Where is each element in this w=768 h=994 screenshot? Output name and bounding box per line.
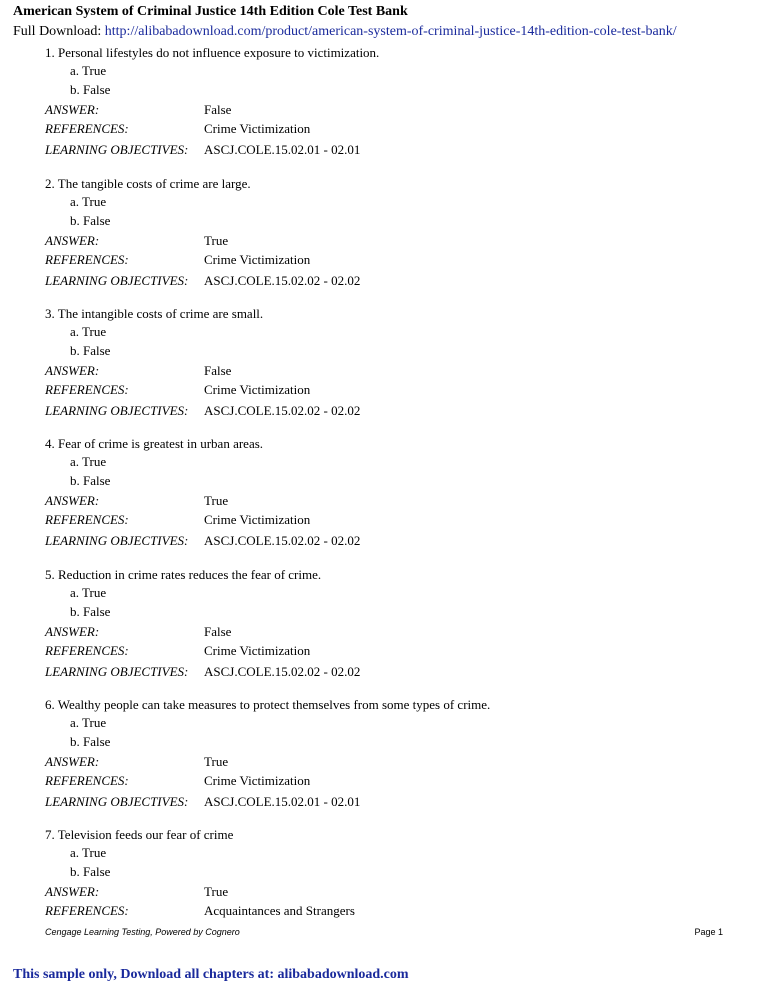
option-a: a. True [70, 454, 107, 469]
option-b: b. False [70, 213, 111, 228]
document-title: American System of Criminal Justice 14th Edition Cole Test Bank [13, 4, 408, 19]
question-text: 2. The tangible costs of crime are large. [45, 176, 251, 191]
objectives-label: LEARNING OBJECTIVES: [45, 142, 189, 157]
page-number: Page 1 [694, 927, 723, 937]
references-label: REFERENCES: [45, 382, 129, 397]
option-a: a. True [70, 845, 107, 860]
references-label: REFERENCES: [45, 773, 129, 788]
answer-label: ANSWER: [45, 624, 100, 639]
references-value: Crime Victimization [204, 121, 311, 136]
footer-credit: Cengage Learning Testing, Powered by Cognero [45, 927, 240, 937]
option-a: a. True [70, 715, 107, 730]
references-value: Acquaintances and Strangers [204, 903, 355, 918]
objectives-value: ASCJ.COLE.15.02.02 - 02.02 [204, 273, 361, 288]
answer-value: False [204, 624, 232, 639]
objectives-value: ASCJ.COLE.15.02.01 - 02.01 [204, 794, 361, 809]
sample-download-banner[interactable]: This sample only, Download all chapters at: alibabadownload.com [13, 967, 409, 982]
full-download-link[interactable]: http://alibabadownload.com/product/american-system-of-criminal-justice-14th-edition-cole-test-bank/ [104, 24, 677, 39]
option-b: b. False [70, 864, 111, 879]
option-b: b. False [70, 473, 111, 488]
objectives-label: LEARNING OBJECTIVES: [45, 533, 189, 548]
objectives-value: ASCJ.COLE.15.02.01 - 02.01 [204, 142, 361, 157]
references-value: Crime Victimization [204, 773, 311, 788]
references-value: Crime Victimization [204, 252, 311, 267]
objectives-value: ASCJ.COLE.15.02.02 - 02.02 [204, 533, 361, 548]
answer-label: ANSWER: [45, 493, 100, 508]
option-a: a. True [70, 194, 107, 209]
answer-label: ANSWER: [45, 363, 100, 378]
references-label: REFERENCES: [45, 643, 129, 658]
references-label: REFERENCES: [45, 512, 129, 527]
option-a: a. True [70, 324, 107, 339]
question-text: 4. Fear of crime is greatest in urban areas. [45, 436, 264, 451]
answer-label: ANSWER: [45, 754, 100, 769]
references-value: Crime Victimization [204, 643, 311, 658]
objectives-value: ASCJ.COLE.15.02.02 - 02.02 [204, 664, 361, 679]
references-label: REFERENCES: [45, 252, 129, 267]
answer-value: False [204, 102, 232, 117]
objectives-label: LEARNING OBJECTIVES: [45, 403, 189, 418]
answer-value: True [204, 884, 229, 899]
answer-label: ANSWER: [45, 233, 100, 248]
full-download-label: Full Download: [13, 24, 102, 39]
option-a: a. True [70, 585, 107, 600]
answer-value: True [204, 754, 229, 769]
question-text: 1. Personal lifestyles do not influence exposure to victimization. [45, 45, 380, 60]
full-download-line [13, 24, 677, 40]
references-label: REFERENCES: [45, 903, 129, 918]
page-footer [45, 926, 723, 938]
answer-value: True [204, 493, 229, 508]
objectives-value: ASCJ.COLE.15.02.02 - 02.02 [204, 403, 361, 418]
option-a: a. True [70, 63, 107, 78]
option-b: b. False [70, 604, 111, 619]
objectives-label: LEARNING OBJECTIVES: [45, 794, 189, 809]
objectives-label: LEARNING OBJECTIVES: [45, 273, 189, 288]
question-text: 5. Reduction in crime rates reduces the fear of crime. [45, 567, 322, 582]
answer-label: ANSWER: [45, 102, 100, 117]
answer-value: True [204, 233, 229, 248]
objectives-label: LEARNING OBJECTIVES: [45, 664, 189, 679]
option-b: b. False [70, 343, 111, 358]
references-value: Crime Victimization [204, 512, 311, 527]
references-label: REFERENCES: [45, 121, 129, 136]
answer-label: ANSWER: [45, 884, 100, 899]
question-text: 6. Wealthy people can take measures to protect themselves from some types of crime. [45, 697, 491, 712]
option-b: b. False [70, 734, 111, 749]
question-text: 3. The intangible costs of crime are small. [45, 306, 264, 321]
option-b: b. False [70, 82, 111, 97]
references-value: Crime Victimization [204, 382, 311, 397]
question-text: 7. Television feeds our fear of crime [45, 827, 234, 842]
answer-value: False [204, 363, 232, 378]
